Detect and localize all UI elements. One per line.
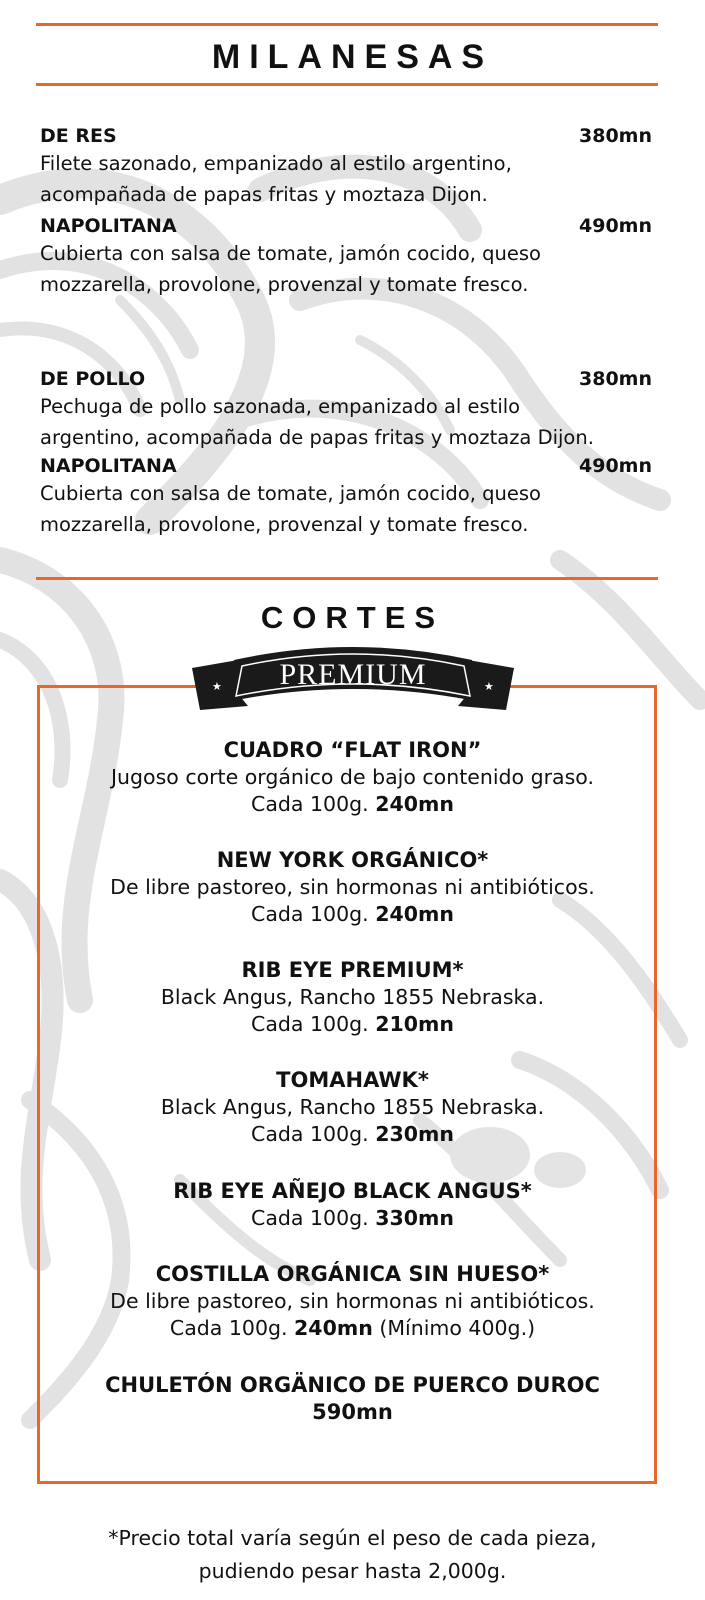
cut-price-line <box>40 901 665 928</box>
top-rule <box>36 23 658 26</box>
milanesas-title: MILANESAS <box>211 38 494 76</box>
item-description-line: Filete sazonado, empanizado al estilo argentino, <box>40 152 512 175</box>
cortes-title: CORTES <box>260 600 445 635</box>
cut-name: NEW YORK ORGÁNICO* <box>216 848 489 872</box>
cut-price-line <box>40 1205 665 1232</box>
cut-name: RIB EYE PREMIUM* <box>241 958 464 982</box>
item-price: 380mn <box>579 125 652 147</box>
item-price: 490mn <box>579 455 652 477</box>
cut-unit: Cada 100g. <box>251 792 369 816</box>
cut-price: 210mn <box>375 1012 454 1036</box>
item-description <box>40 478 652 540</box>
cut-description: De libre pastoreo, sin hormonas ni antibióticos. <box>110 1289 595 1313</box>
cut-rib-eye-anejo <box>40 1178 665 1232</box>
cut-new-york <box>40 847 665 928</box>
item-description-line: acompañada de papas fritas y moztaza Dijon. <box>40 183 488 206</box>
cut-price: 590mn <box>312 1400 393 1424</box>
item-description <box>40 148 652 210</box>
item-description-line: Cubierta con salsa de tomate, jamón cocido, queso <box>40 482 541 505</box>
cut-price-line <box>40 1011 665 1038</box>
item-name: DE RES <box>40 125 117 147</box>
star-icon: ★ <box>484 680 494 693</box>
cut-unit: Cada 100g. <box>251 1012 369 1036</box>
cut-price: 230mn <box>375 1122 454 1146</box>
cut-price: 330mn <box>375 1206 454 1230</box>
item-description-line: Cubierta con salsa de tomate, jamón cocido, queso <box>40 242 541 265</box>
cut-name: RIB EYE AÑEJO BLACK ANGUS* <box>173 1179 532 1203</box>
item-description <box>40 238 652 300</box>
milanesa-item-de-res <box>40 124 652 210</box>
cut-tomahawk <box>40 1067 665 1148</box>
item-name: DE POLLO <box>40 368 146 390</box>
item-description <box>40 391 652 453</box>
cut-description: Jugoso corte orgánico de bajo contenido graso. <box>110 765 594 789</box>
cut-name: TOMAHAWK* <box>276 1068 429 1092</box>
item-price: 380mn <box>579 368 652 390</box>
cut-description: De libre pastoreo, sin hormonas ni antibióticos. <box>110 875 595 899</box>
footnote-line: pudiendo pesar hasta 2,000g. <box>198 1559 507 1583</box>
cut-unit: Cada 100g. <box>251 902 369 926</box>
cut-price-line <box>40 1121 665 1148</box>
milanesa-item-napolitana-pollo <box>40 454 652 540</box>
item-description-line: argentino, acompañada de papas fritas y moztaza Dijon. <box>40 426 594 449</box>
cut-price: 240mn <box>375 902 454 926</box>
cut-rib-eye-premium <box>40 957 665 1038</box>
cut-price-line <box>40 791 665 818</box>
item-name: NAPOLITANA <box>40 455 177 477</box>
cut-description: Black Angus, Rancho 1855 Nebraska. <box>160 985 545 1009</box>
premium-ribbon <box>190 640 516 732</box>
footnote-line: *Precio total varía según el peso de cada pieza, <box>108 1526 597 1550</box>
item-description-line: mozzarella, provolone, provenzal y tomate fresco. <box>40 513 529 536</box>
milanesa-item-de-pollo <box>40 367 652 453</box>
item-price: 490mn <box>579 215 652 237</box>
cut-name: CHULETÓN ORGÄNICO DE PUERCO DUROC <box>105 1373 600 1397</box>
cut-unit: Cada 100g. <box>169 1316 288 1340</box>
milanesa-item-napolitana <box>40 214 652 300</box>
cut-unit: Cada 100g. <box>251 1206 369 1230</box>
cortes-rule <box>36 577 658 580</box>
cut-note: (Mínimo 400g.) <box>379 1316 536 1340</box>
ribbon-label: PREMIUM <box>279 658 427 691</box>
price-footnote <box>0 1522 705 1588</box>
milanesas-rule <box>36 83 658 86</box>
cut-description: Black Angus, Rancho 1855 Nebraska. <box>160 1095 545 1119</box>
cut-unit: Cada 100g. <box>251 1122 369 1146</box>
star-icon: ★ <box>212 680 222 693</box>
item-name: NAPOLITANA <box>40 215 177 237</box>
cut-price: 240mn <box>294 1316 373 1340</box>
cut-costilla-organica <box>40 1261 665 1342</box>
item-description-line: mozzarella, provolone, provenzal y tomate fresco. <box>40 273 529 296</box>
cut-price-line <box>40 1315 665 1342</box>
cut-flat-iron <box>40 737 665 818</box>
cut-name: CUADRO “FLAT IRON” <box>223 738 482 762</box>
cut-name: COSTILLA ORGÁNICA SIN HUESO* <box>155 1262 550 1286</box>
item-description-line: Pechuga de pollo sazonada, empanizado al estilo <box>40 395 521 418</box>
cut-chuleton-duroc <box>40 1372 665 1426</box>
cut-price: 240mn <box>375 792 454 816</box>
